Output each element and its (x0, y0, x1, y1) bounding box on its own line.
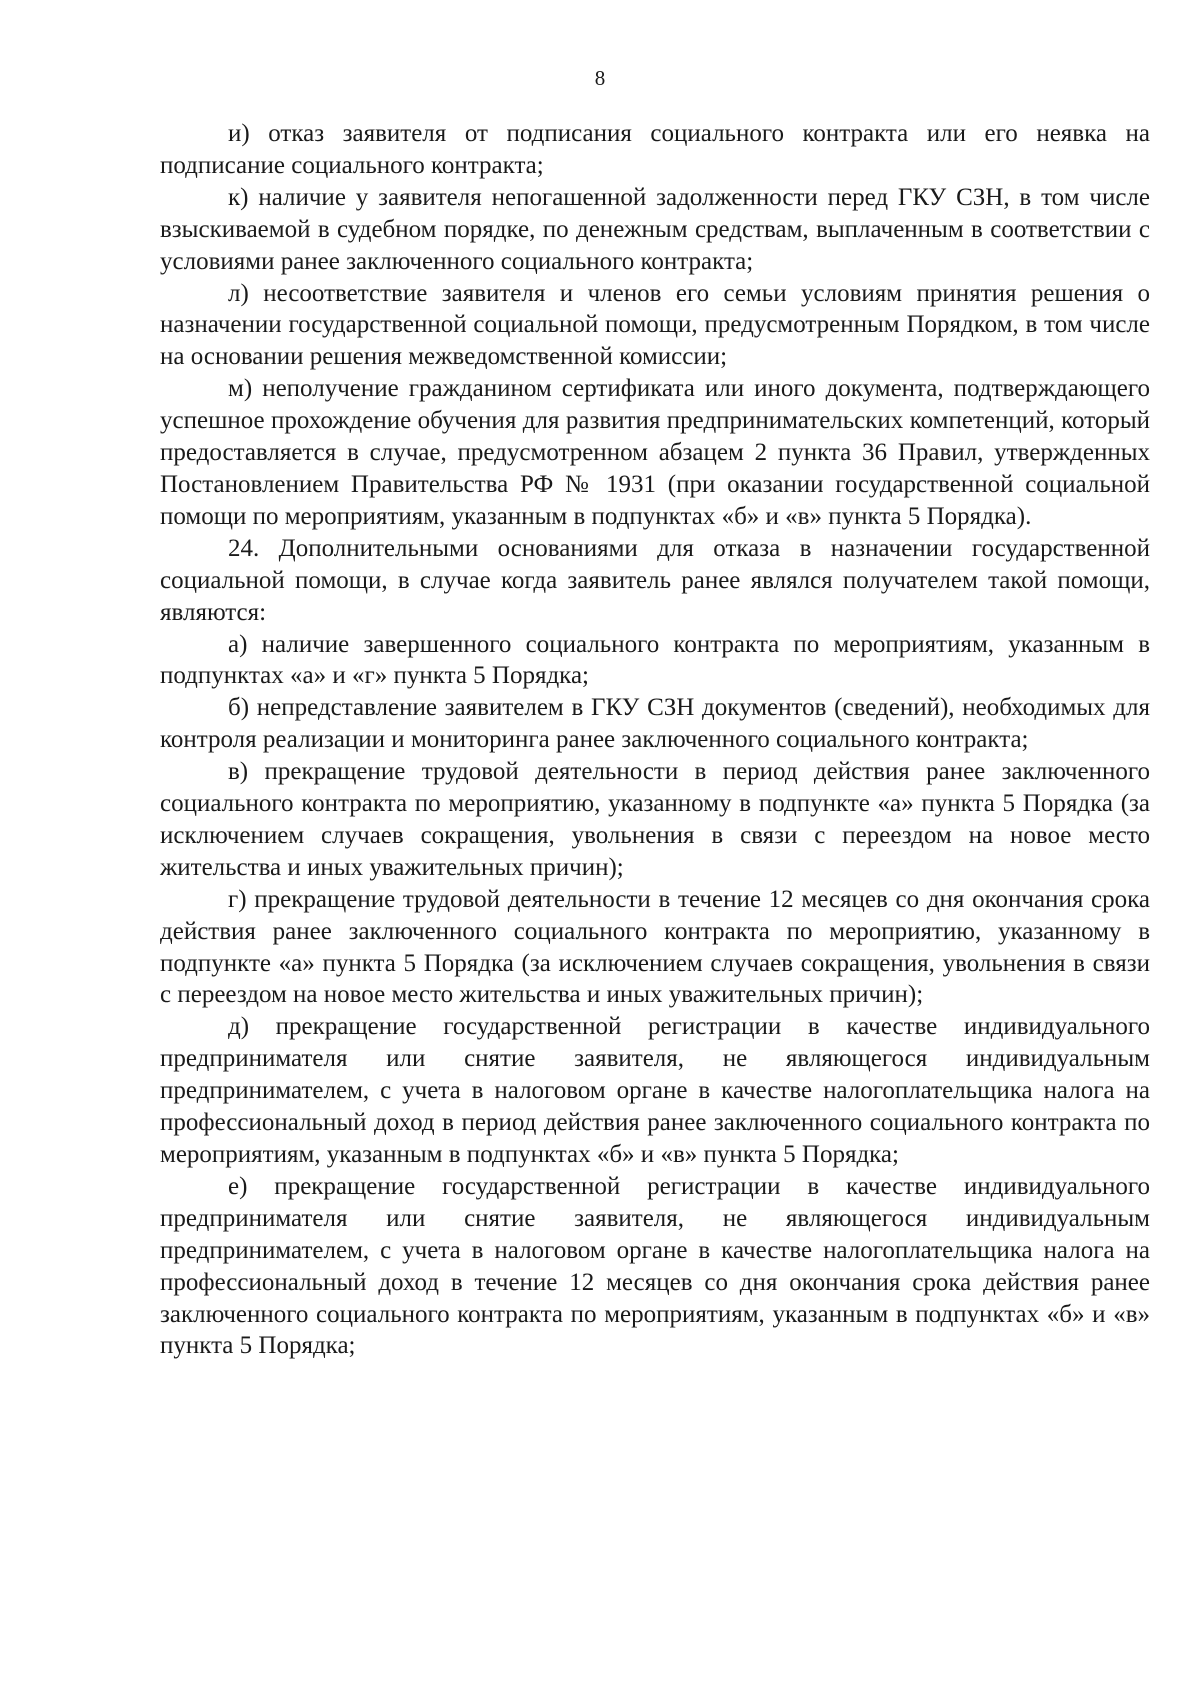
document-body (160, 118, 1150, 1362)
paragraph-d: д) прекращение государственной регистрации в качестве индивидуального предпринимателя или снятие заявителя, не являющегося индивидуальным предпринимателем, с учета в налоговом органе в качестве налогоплательщика налога на профессиональный доход в период действия ранее заключенного социального контракта по мероприятиям, указанным в подпунктах «б» и «в» пункта 5 Порядка; (160, 1013, 1150, 1168)
paragraph-e: е) прекращение государственной регистрации в качестве индивидуального предпринимателя или снятие заявителя, не являющегося индивидуальным предпринимателем, с учета в налоговом органе в качестве налогоплательщика налога на профессиональный доход в течение 12 месяцев со дня окончания срока действия ранее заключенного социального контракта по мероприятиям, указанным в подпунктах «б» и «в» пункта 5 Порядка; (160, 1172, 1150, 1360)
paragraph-b: б) непредставление заявителем в ГКУ СЗН документов (сведений), необходимых для контроля реализации и мониторинга ранее заключенного социального контракта; (160, 694, 1150, 754)
paragraph-v: в) прекращение трудовой деятельности в период действия ранее заключенного социального контракта по мероприятию, указанному в подпункте «а» пункта 5 Порядка (за исключением случаев сокращения, увольнения в связи с переездом на новое место жительства и иных уважительных причин); (160, 758, 1150, 881)
paragraph-24: 24. Дополнительными основаниями для отказа в назначении государственной социальной помощи, в случае когда заявитель ранее являлся получателем такой помощи, являются: (160, 534, 1150, 626)
paragraph-g: г) прекращение трудовой деятельности в течение 12 месяцев со дня окончания срока действия ранее заключенного социального контракта по мероприятию, указанному в подпункте «а» пункта 5 Порядка (за исключением случаев сокращения, увольнения в связи с переездом на новое место жительства и иных уважительных причин); (160, 885, 1150, 1009)
paragraph-i: и) отказ заявителя от подписания социального контракта или его неявка на подписание социального контракта; (160, 120, 1150, 179)
page-number: 8 (594, 66, 606, 90)
paragraph-a: а) наличие завершенного социального контракта по мероприятиям, указанным в подпунктах «а» и «г» пункта 5 Порядка; (160, 630, 1150, 690)
paragraph-l: л) несоответствие заявителя и членов его семьи условиям принятия решения о назначении государственной социальной помощи, предусмотренным Порядком, в том числе на основании решения межведомственной комиссии; (160, 279, 1150, 371)
paragraph-k: к) наличие у заявителя непогашенной задолженности перед ГКУ СЗН, в том числе взыскиваемой в судебном порядке, по денежным средствам, выплаченным в соответствии с условиями ранее заключенного социального контракта; (160, 183, 1150, 275)
paragraph-m: м) неполучение гражданином сертификата или иного документа, подтверждающего успешное прохождение обучения для развития предпринимательских компетенций, который предоставляется в случае, предусмотренном абзацем 2 пункта 36 Правил, утвержденных Постановлением Правительства РФ № 1931 (при оказании государственной социальной помощи по мероприятиям, указанным в подпунктах «б» и «в» пункта 5 Порядка). (160, 375, 1150, 530)
